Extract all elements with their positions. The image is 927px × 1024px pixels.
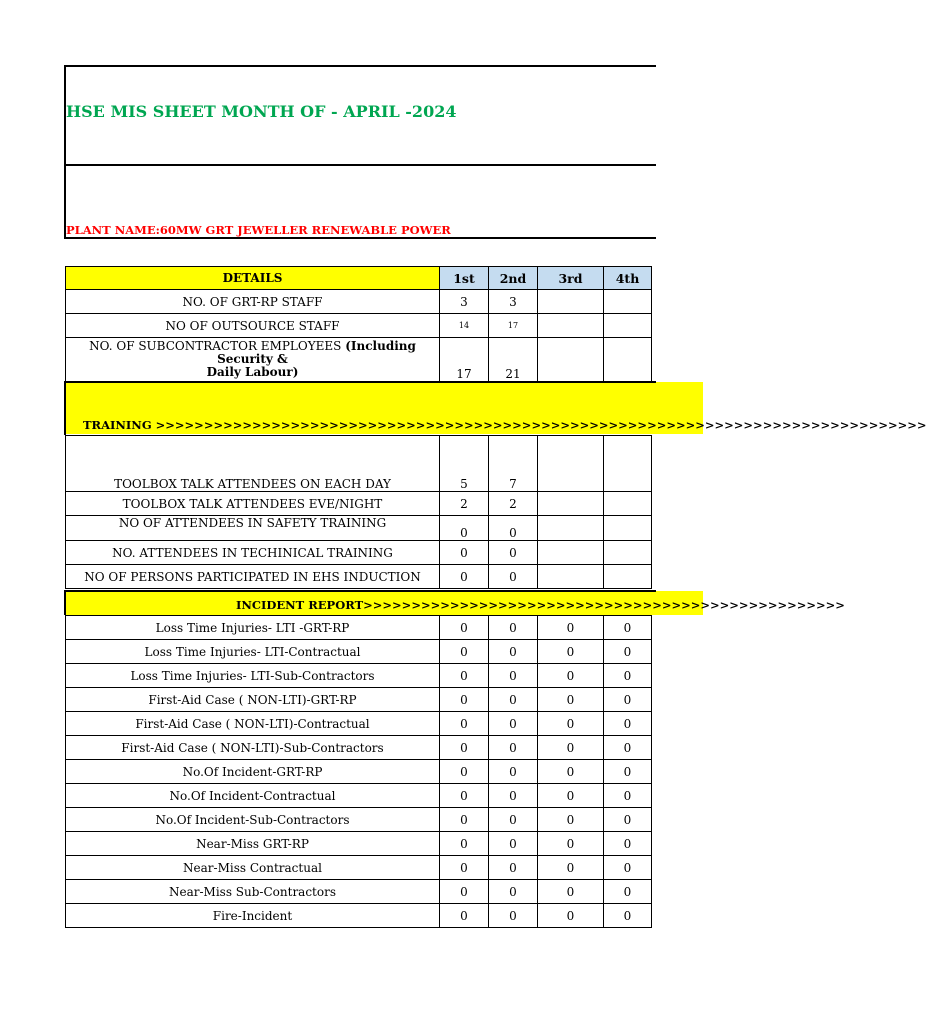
header-mid-border <box>64 164 656 166</box>
cell-value[interactable]: 0 <box>489 640 538 664</box>
cell-value[interactable]: 0 <box>489 664 538 688</box>
table-row <box>66 904 652 928</box>
cell-value[interactable]: 0 <box>440 688 489 712</box>
day-4-header[interactable]: 4th <box>604 267 652 290</box>
cell-value[interactable]: 2 <box>489 492 538 516</box>
cell-value[interactable]: 0 <box>440 808 489 832</box>
incident-band-top-border <box>64 590 656 592</box>
cell-value[interactable]: 0 <box>440 640 489 664</box>
cell-value[interactable]: 0 <box>489 541 538 565</box>
table-row <box>66 784 652 808</box>
table-row <box>66 616 652 640</box>
cell-value[interactable]: 0 <box>440 541 489 565</box>
day-2-header[interactable]: 2nd <box>489 267 538 290</box>
table-row <box>66 314 652 338</box>
cell-value[interactable]: 14 <box>440 314 489 338</box>
row-label[interactable]: NO OF PERSONS PARTICIPATED IN EHS INDUCTION <box>66 565 440 589</box>
row-label[interactable]: Near-Miss GRT-RP <box>66 832 440 856</box>
cell-value[interactable]: 0 <box>604 640 652 664</box>
cell-value[interactable] <box>604 516 652 541</box>
row-label[interactable]: Loss Time Injuries- LTI -GRT-RP <box>66 616 440 640</box>
cell-value[interactable] <box>538 338 604 382</box>
table-row <box>66 640 652 664</box>
cell-value[interactable]: 0 <box>604 880 652 904</box>
cell-value[interactable]: 0 <box>604 784 652 808</box>
cell-value[interactable]: 0 <box>604 736 652 760</box>
cell-value[interactable] <box>604 314 652 338</box>
table-row <box>66 880 652 904</box>
cell-value[interactable]: 0 <box>440 736 489 760</box>
cell-value[interactable] <box>538 541 604 565</box>
row-label[interactable]: Near-Miss Sub-Contractors <box>66 880 440 904</box>
cell-value[interactable]: 0 <box>604 808 652 832</box>
cell-value[interactable]: 0 <box>538 808 604 832</box>
header-bottom-border <box>64 237 656 239</box>
column-header-row <box>66 267 652 290</box>
cell-value[interactable] <box>538 314 604 338</box>
cell-value[interactable]: 0 <box>604 904 652 928</box>
cell-value[interactable]: 0 <box>489 736 538 760</box>
table-row <box>66 664 652 688</box>
table-row <box>66 290 652 314</box>
cell-value[interactable]: 5 <box>440 436 489 492</box>
cell-value[interactable] <box>604 338 652 382</box>
staff-table <box>65 266 652 382</box>
cell-value[interactable]: 0 <box>440 784 489 808</box>
cell-value[interactable]: 0 <box>489 784 538 808</box>
cell-value[interactable]: 0 <box>440 664 489 688</box>
table-row <box>66 492 652 516</box>
cell-value[interactable]: 0 <box>538 856 604 880</box>
cell-value[interactable]: 0 <box>440 880 489 904</box>
row-label[interactable] <box>66 338 440 382</box>
cell-value[interactable]: 17 <box>489 314 538 338</box>
cell-value[interactable]: 0 <box>538 832 604 856</box>
day-1-header[interactable]: 1st <box>440 267 489 290</box>
cell-value[interactable] <box>604 541 652 565</box>
cell-value[interactable]: 3 <box>489 290 538 314</box>
table-row <box>66 712 652 736</box>
cell-value[interactable]: 0 <box>489 808 538 832</box>
cell-value[interactable]: 3 <box>440 290 489 314</box>
cell-value[interactable]: 0 <box>440 616 489 640</box>
row-label[interactable]: TOOLBOX TALK ATTENDEES EVE/NIGHT <box>66 492 440 516</box>
cell-value[interactable]: 0 <box>538 784 604 808</box>
cell-value[interactable]: 0 <box>538 616 604 640</box>
cell-value[interactable] <box>538 436 604 492</box>
row-label[interactable]: NO. ATTENDEES IN TECHINICAL TRAINING <box>66 541 440 565</box>
row-label[interactable]: NO OF OUTSOURCE STAFF <box>66 314 440 338</box>
cell-value[interactable]: 0 <box>489 760 538 784</box>
cell-value[interactable]: 0 <box>489 832 538 856</box>
cell-value[interactable] <box>538 290 604 314</box>
cell-value[interactable]: 17 <box>440 338 489 382</box>
table-row <box>66 688 652 712</box>
table-row <box>66 808 652 832</box>
row-label[interactable]: Loss Time Injuries- LTI-Sub-Contractors <box>66 664 440 688</box>
row-label[interactable]: NO OF ATTENDEES IN SAFETY TRAINING <box>66 516 440 541</box>
cell-value[interactable]: 0 <box>604 760 652 784</box>
header-left-border <box>64 65 66 239</box>
cell-value[interactable]: 0 <box>440 516 489 541</box>
cell-value[interactable]: 0 <box>489 904 538 928</box>
cell-value[interactable]: 0 <box>604 664 652 688</box>
cell-value[interactable]: 0 <box>604 712 652 736</box>
cell-value[interactable]: 2 <box>440 492 489 516</box>
table-row <box>66 856 652 880</box>
row-label-part: NO. OF SUBCONTRACTOR EMPLOYEES <box>89 339 346 353</box>
row-label[interactable]: Loss Time Injuries- LTI-Contractual <box>66 640 440 664</box>
cell-value[interactable]: 0 <box>489 616 538 640</box>
day-3-header[interactable]: 3rd <box>538 267 604 290</box>
row-label[interactable]: First-Aid Case ( NON-LTI)-Contractual <box>66 712 440 736</box>
row-label[interactable]: First-Aid Case ( NON-LTI)-Sub-Contractors <box>66 736 440 760</box>
cell-value[interactable]: 0 <box>538 712 604 736</box>
incident-table <box>65 615 652 928</box>
row-label[interactable]: First-Aid Case ( NON-LTI)-GRT-RP <box>66 688 440 712</box>
table-row <box>66 541 652 565</box>
cell-value[interactable] <box>604 565 652 589</box>
plant-name: PLANT NAME:60MW GRT JEWELLER RENEWABLE POWER <box>66 223 451 237</box>
cell-value[interactable]: 0 <box>489 565 538 589</box>
row-label-part-bold: (Including Security & <box>217 339 416 366</box>
cell-value[interactable]: 0 <box>604 832 652 856</box>
table-row <box>66 338 652 382</box>
cell-value[interactable]: 0 <box>440 712 489 736</box>
cell-value[interactable]: 0 <box>489 712 538 736</box>
cell-value[interactable]: 7 <box>489 436 538 492</box>
cell-value[interactable] <box>538 565 604 589</box>
cell-value[interactable]: 0 <box>538 904 604 928</box>
cell-value[interactable]: 0 <box>538 736 604 760</box>
training-table <box>65 435 652 589</box>
training-band-left-border <box>64 382 66 435</box>
cell-value[interactable]: 21 <box>489 338 538 382</box>
cell-value[interactable]: 0 <box>604 856 652 880</box>
cell-value[interactable]: 0 <box>440 904 489 928</box>
cell-value[interactable]: 0 <box>440 760 489 784</box>
cell-value[interactable]: 0 <box>440 832 489 856</box>
table-row <box>66 736 652 760</box>
cell-value[interactable]: 0 <box>604 616 652 640</box>
cell-value[interactable] <box>604 290 652 314</box>
details-header[interactable]: DETAILS <box>66 267 440 290</box>
table-row <box>66 832 652 856</box>
row-label-part-bold: Daily Labour) <box>206 365 299 379</box>
incident-section-title: INCIDENT REPORT>>>>>>>>>>>>>>>>>>>>>>>>>>>>>>>>>>>>>>>>>>>>>>>>>> <box>236 598 845 612</box>
cell-value[interactable]: 0 <box>538 664 604 688</box>
row-label[interactable]: Fire-Incident <box>66 904 440 928</box>
cell-value[interactable]: 0 <box>489 516 538 541</box>
cell-value[interactable]: 0 <box>538 640 604 664</box>
cell-value[interactable] <box>538 516 604 541</box>
cell-value[interactable] <box>604 492 652 516</box>
cell-value[interactable] <box>604 436 652 492</box>
incident-band-left-border <box>64 590 66 615</box>
cell-value[interactable]: 0 <box>538 760 604 784</box>
cell-value[interactable]: 0 <box>538 688 604 712</box>
row-label[interactable]: TOOLBOX TALK ATTENDEES ON EACH DAY <box>66 436 440 492</box>
table-row <box>66 436 652 492</box>
cell-value[interactable]: 0 <box>440 565 489 589</box>
cell-value[interactable]: 0 <box>538 880 604 904</box>
training-band-top-border <box>64 381 656 383</box>
training-section-title: TRAINING >>>>>>>>>>>>>>>>>>>>>>>>>>>>>>>>>>>>>>>>>>>>>>>>>>>>>>>>>>>>>>>>>>>>>>>>>>>>>>>> <box>83 418 927 432</box>
row-label[interactable]: No.Of Incident-Sub-Contractors <box>66 808 440 832</box>
cell-value[interactable]: 0 <box>489 856 538 880</box>
row-label[interactable]: NO. OF GRT-RP STAFF <box>66 290 440 314</box>
table-row <box>66 760 652 784</box>
header-top-border <box>64 65 656 67</box>
row-label[interactable]: No.Of Incident-Contractual <box>66 784 440 808</box>
cell-value[interactable]: 0 <box>489 880 538 904</box>
cell-value[interactable]: 0 <box>604 688 652 712</box>
row-label[interactable]: No.Of Incident-GRT-RP <box>66 760 440 784</box>
sheet-title: HSE MIS SHEET MONTH OF - APRIL -2024 <box>66 102 457 121</box>
row-label[interactable]: Near-Miss Contractual <box>66 856 440 880</box>
cell-value[interactable]: 0 <box>489 688 538 712</box>
table-row <box>66 565 652 589</box>
table-row <box>66 516 652 541</box>
cell-value[interactable] <box>538 492 604 516</box>
cell-value[interactable]: 0 <box>440 856 489 880</box>
